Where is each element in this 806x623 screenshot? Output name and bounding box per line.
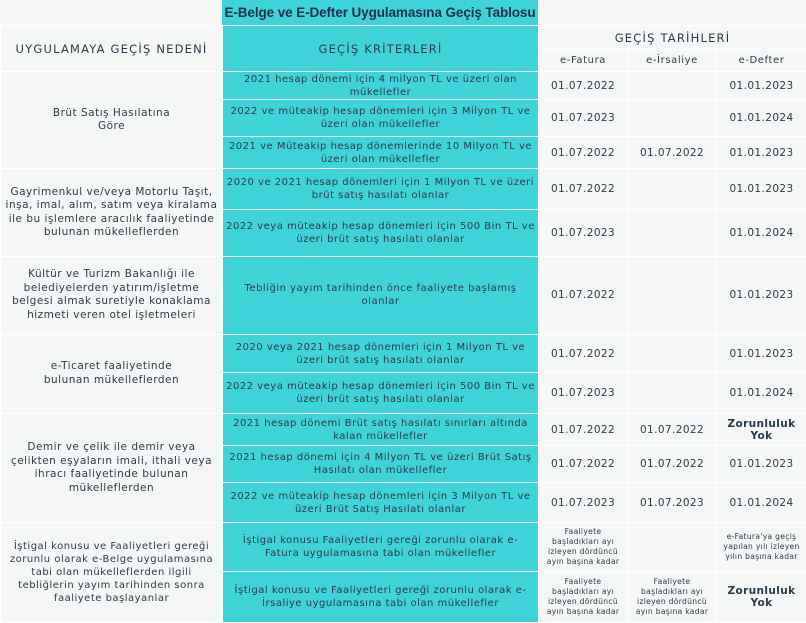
efatura-cell: 01.07.2023 xyxy=(539,209,628,256)
criteria-cell: 2020 veya 2021 hesap dönemleri için 1 Milyon TL ve üzeri brüt satış hasılatı olanlar xyxy=(223,334,539,373)
criteria-cell: 2022 veya müteakip hesap dönemleri için 500 Bin TL ve üzeri brüt satış hasılatı olanlar xyxy=(223,209,539,256)
criteria-cell: Tebliğin yayım tarihinden önce faaliyete başlamış olanlar xyxy=(223,256,539,334)
edefter-cell: 01.01.2023 xyxy=(717,72,806,100)
criteria-cell: İştigal konusu Faaliyetleri gereği zorunlu olarak e-Fatura uygulamasına tabi olan mükellefler xyxy=(223,523,539,572)
header-efatura: e-Fatura xyxy=(539,50,628,72)
edefter-cell: 01.01.2023 xyxy=(717,446,806,483)
efatura-cell: 01.07.2022 xyxy=(539,169,628,210)
edefter-cell: 01.01.2024 xyxy=(717,100,806,137)
table-row xyxy=(1,523,806,572)
header-edefter: e-Defter xyxy=(717,50,806,72)
edefter-cell: 01.01.2024 xyxy=(717,373,806,414)
eirsaliye-cell xyxy=(628,100,717,137)
efatura-cell: 01.07.2022 xyxy=(539,446,628,483)
criteria-cell: 2020 ve 2021 hesap dönemleri için 1 Milyon TL ve üzeri brüt satış hasılatı olanlar xyxy=(223,169,539,210)
table-row xyxy=(1,256,806,334)
eirsaliye-cell xyxy=(628,334,717,373)
reason-cell: e-Ticaret faaliyetinde bulunan mükelleflerden xyxy=(1,334,223,413)
eirsaliye-cell xyxy=(628,373,717,414)
criteria-cell: 2021 hesap dönemi Brüt satış hasılatı sınırları altında kalan mükellefler xyxy=(223,413,539,445)
table-row xyxy=(1,334,806,373)
edefter-cell: 01.01.2024 xyxy=(717,482,806,523)
table-title: E-Belge ve E-Defter Uygulamasına Geçiş Tablosu xyxy=(222,0,538,25)
eirsaliye-cell xyxy=(628,256,717,334)
table-row xyxy=(1,169,806,210)
header-criteria: GEÇİŞ KRİTERLERİ xyxy=(223,26,539,72)
eirsaliye-cell xyxy=(628,523,717,572)
edefter-cell: 01.01.2023 xyxy=(717,256,806,334)
efatura-cell: 01.07.2022 xyxy=(539,136,628,168)
eirsaliye-cell xyxy=(628,169,717,210)
edefter-cell: e-Fatura'ya geçiş yapılan yılı izleyen yılın başına kadar xyxy=(717,523,806,572)
eirsaliye-cell: 01.07.2023 xyxy=(628,482,717,523)
efatura-cell: 01.07.2022 xyxy=(539,256,628,334)
table-row xyxy=(1,413,806,445)
efatura-cell: 01.07.2023 xyxy=(539,100,628,137)
header-eirsaliye: e-İrsaliye xyxy=(628,50,717,72)
eirsaliye-cell: 01.07.2022 xyxy=(628,446,717,483)
criteria-cell: 2021 hesap dönemi için 4 Milyon TL ve üzeri Brüt Satış Hasılatı olan mükellefler xyxy=(223,446,539,483)
eirsaliye-cell: Faaliyete başladıkları ayı izleyen dördüncü ayın başına kadar xyxy=(628,572,717,623)
efatura-cell: 01.07.2023 xyxy=(539,373,628,414)
table-row xyxy=(1,72,806,100)
edefter-cell: 01.01.2023 xyxy=(717,334,806,373)
eirsaliye-cell xyxy=(628,72,717,100)
reason-cell: İştigal konusu ve Faaliyetleri gereği zorunlu olarak e-Belge uygulamasına tabi olan mükelleflerden ilgili tebliğlerin yayım tarihinden sonra faaliyete başlayanlar xyxy=(1,523,223,623)
header-reason: UYGULAMAYA GEÇİŞ NEDENİ xyxy=(1,26,223,72)
eirsaliye-cell: 01.07.2022 xyxy=(628,413,717,445)
reason-cell: Kültür ve Turizm Bakanlığı ile belediyelerden yatırım/işletme belgesi almak suretiyle konaklama hizmeti veren otel işletmeleri xyxy=(1,256,223,334)
efatura-cell: 01.07.2022 xyxy=(539,413,628,445)
transition-table xyxy=(0,25,806,623)
edefter-cell: Zorunluluk Yok xyxy=(717,413,806,445)
edefter-cell: Zorunluluk Yok xyxy=(717,572,806,623)
edefter-cell: 01.01.2024 xyxy=(717,209,806,256)
efatura-cell: Faaliyete başladıkları ayı izleyen dördüncü ayın başına kadar xyxy=(539,523,628,572)
criteria-cell: 2021 hesap dönemi için 4 milyon TL ve üzeri olan mükellefler xyxy=(223,72,539,100)
eirsaliye-cell: 01.07.2022 xyxy=(628,136,717,168)
header-dates: GEÇİŞ TARİHLERİ xyxy=(539,26,806,50)
efatura-cell: 01.07.2022 xyxy=(539,334,628,373)
reason-cell: Demir ve çelik ile demir veya çelikten eşyaların imali, ithali veya ihracı faaliyetinde bulunan mükelleflerden xyxy=(1,413,223,523)
efatura-cell: 01.07.2022 xyxy=(539,72,628,100)
edefter-cell: 01.01.2023 xyxy=(717,136,806,168)
criteria-cell: İştigal konusu ve Faaliyetleri gereği zorunlu olarak e-İrsaliye uygulamasına tabi olan mükellefler xyxy=(223,572,539,623)
criteria-cell: 2022 ve müteakip hesap dönemleri için 3 Milyon TL ve üzeri Brüt Satış Hasılatı olanlar xyxy=(223,482,539,523)
eirsaliye-cell xyxy=(628,209,717,256)
edefter-cell: 01.01.2023 xyxy=(717,169,806,210)
efatura-cell: Faaliyete başladıkları ayı izleyen dördüncü ayın başına kadar xyxy=(539,572,628,623)
criteria-cell: 2022 ve müteakip hesap dönemleri için 3 Milyon TL ve üzeri olan mükellefler xyxy=(223,100,539,137)
reason-cell: Gayrimenkul ve/veya Motorlu Taşıt, inşa, imal, alım, satım veya kiralama ile bu işlemlere aracılık faaliyetinde bulunan mükelleflerden xyxy=(1,169,223,256)
reason-cell: Brüt Satış Hasılatına Göre xyxy=(1,72,223,169)
criteria-cell: 2022 veya müteakip hesap dönemleri için 500 Bin TL ve üzeri brüt satış hasılatı olanlar xyxy=(223,373,539,414)
efatura-cell: 01.07.2023 xyxy=(539,482,628,523)
criteria-cell: 2021 ve Müteakip hesap dönemlerinde 10 Milyon TL ve üzeri olan mükellefler xyxy=(223,136,539,168)
